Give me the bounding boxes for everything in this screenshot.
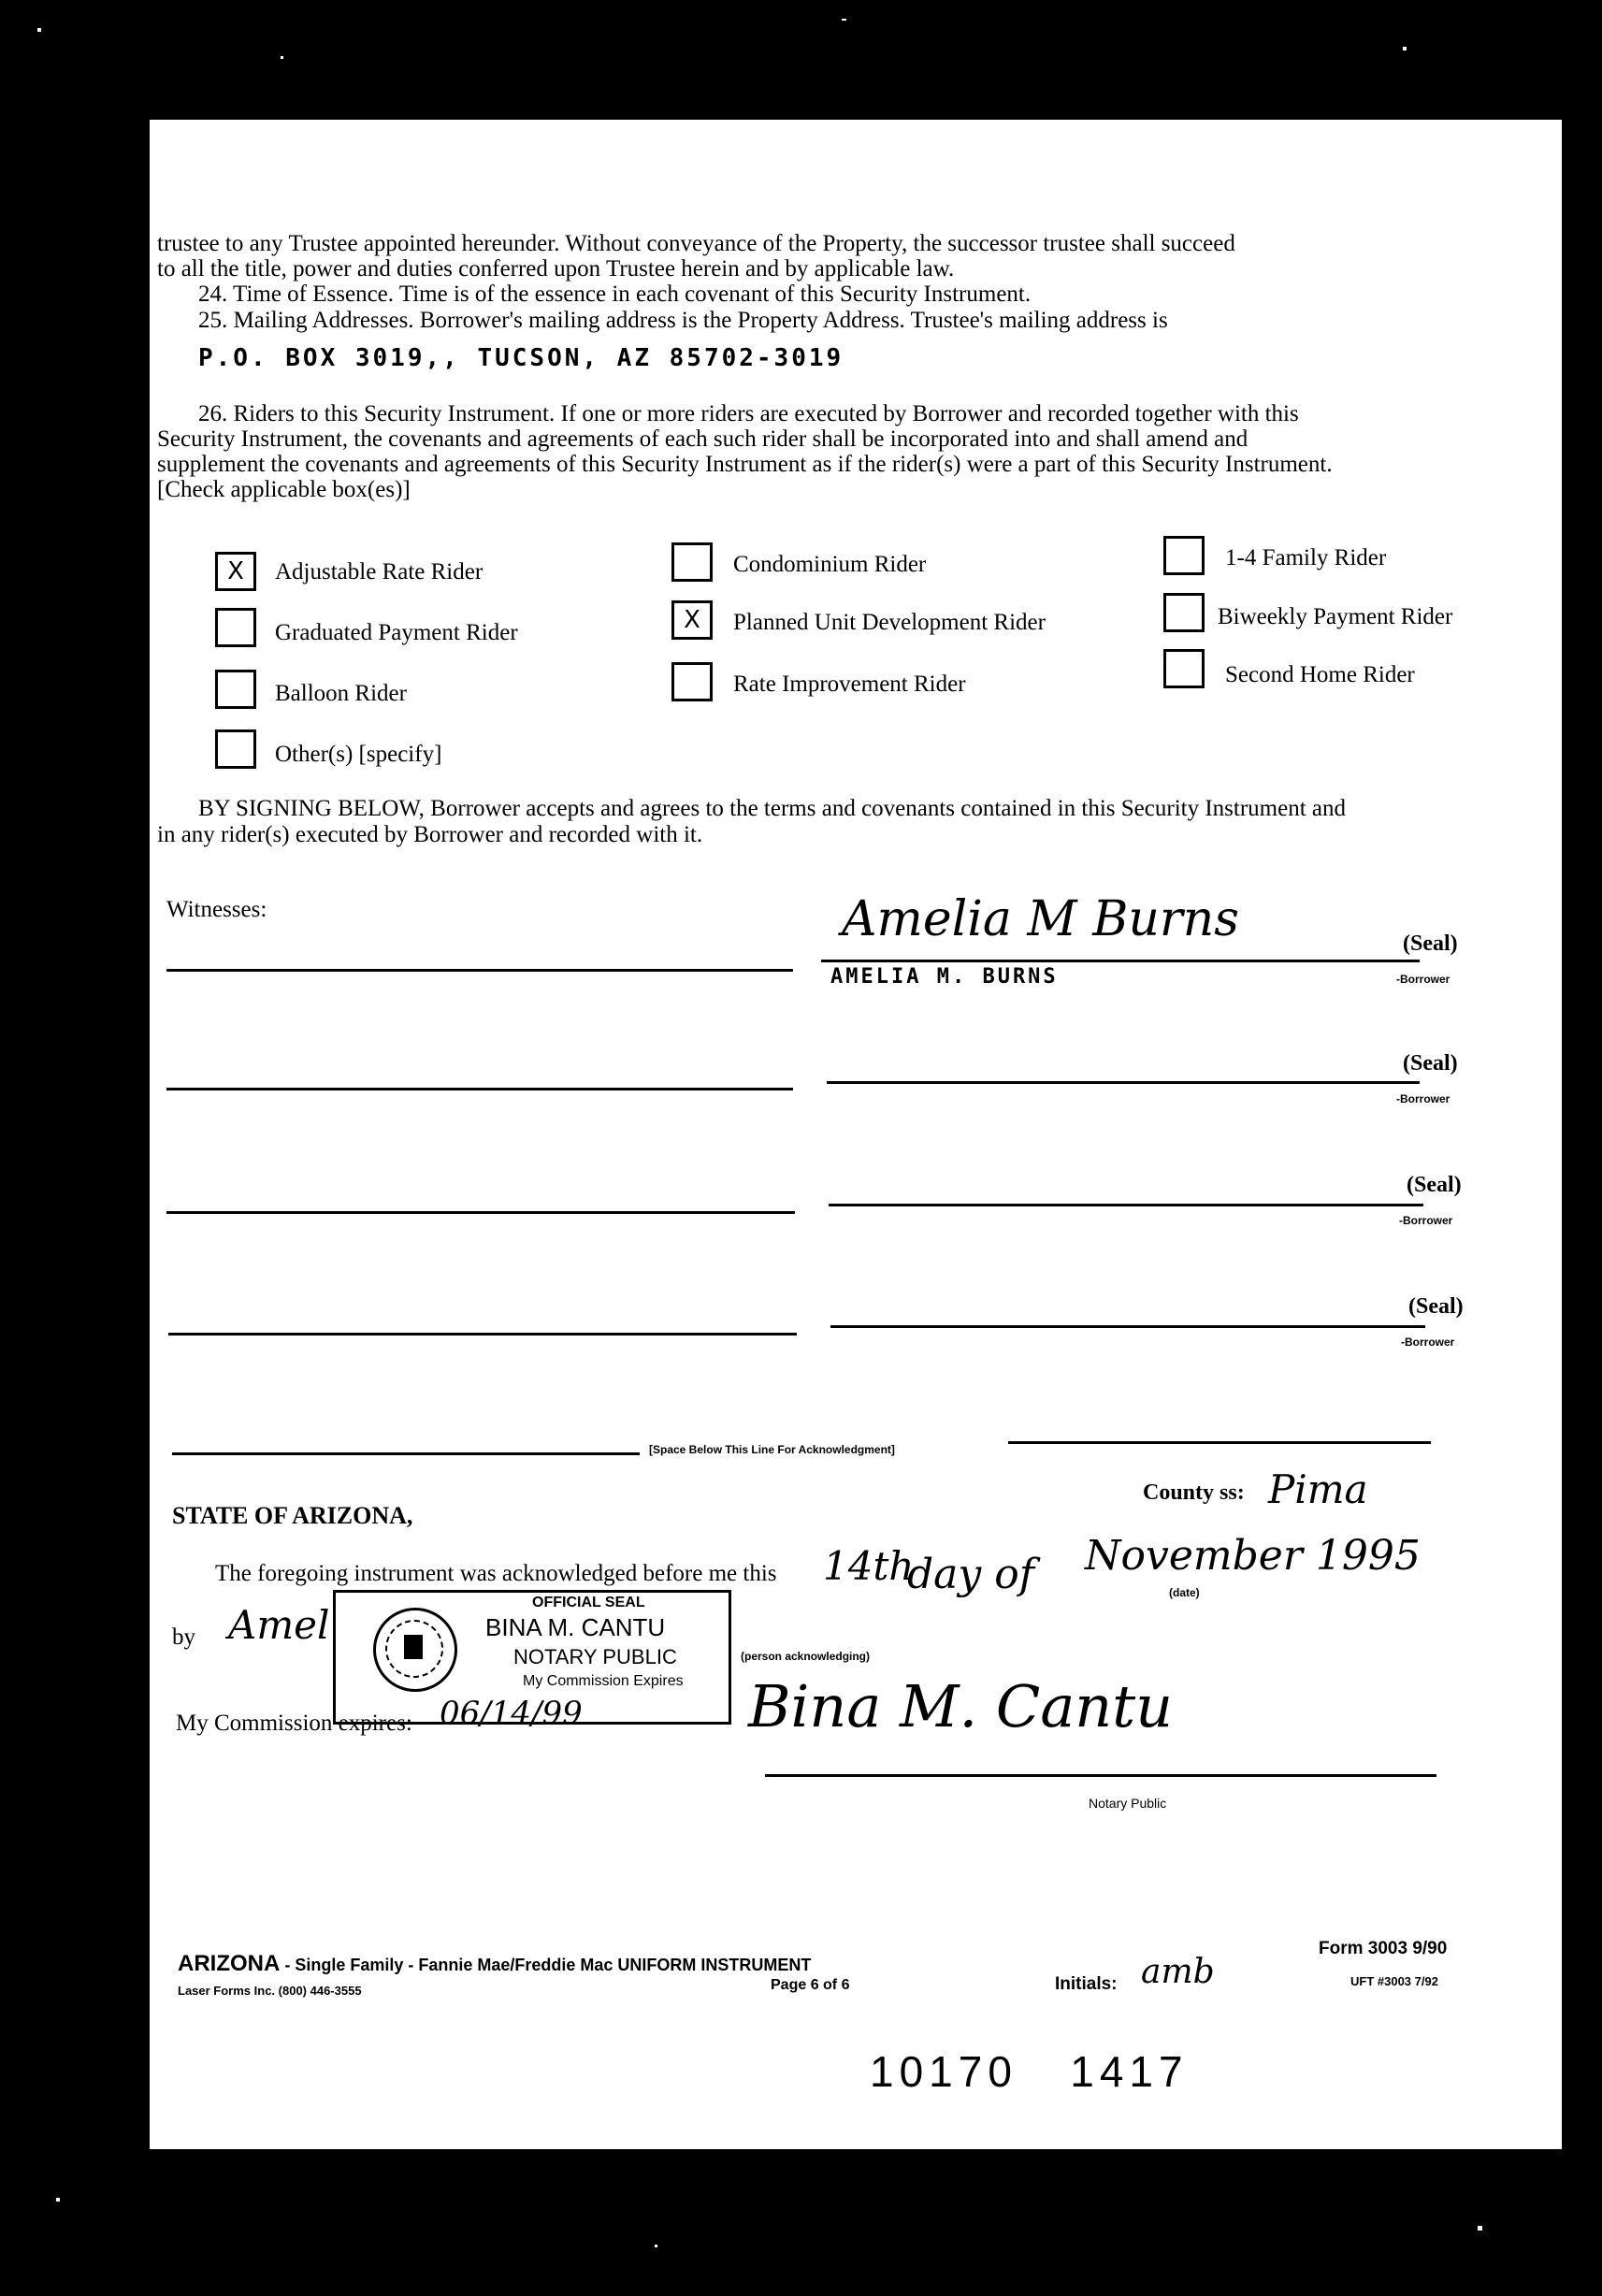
borrower-signature-line-2 <box>827 1081 1420 1084</box>
acknowledgment-divider-label: [Space Below This Line For Acknowledgment] <box>649 1443 895 1456</box>
acknowledgment-day: 14th <box>823 1543 915 1589</box>
ack-divider-left <box>172 1452 640 1455</box>
footer-page-number: Page 6 of 6 <box>771 1977 850 1993</box>
footer-initials-label: Initials: <box>1055 1974 1118 1994</box>
county-label: County ss: <box>1143 1480 1245 1505</box>
rate-improvement-rider-checkbox[interactable] <box>671 662 713 701</box>
borrower-caption-4: -Borrower <box>1401 1336 1455 1349</box>
borrower-signature-line-4 <box>830 1325 1425 1328</box>
planned-unit-development-rider-checkbox[interactable]: X <box>671 600 713 640</box>
item-24-time-of-essence: 24. Time of Essence. Time is of the essence in each covenant of this Security Instrument. <box>198 282 1032 307</box>
person-acknowledging-caption: (person acknowledging) <box>741 1650 871 1663</box>
footer-form-number: Form 3003 9/90 <box>1319 1939 1448 1958</box>
item-26-riders-line-3: supplement the covenants and agreements of this Security Instrument as if the rider(s) were a part of this Security Instrument. <box>157 452 1333 477</box>
borrower-signature: Amelia M Burns <box>842 891 1239 947</box>
witness-line-3 <box>166 1211 795 1214</box>
item-26-riders-line-1: 26. Riders to this Security Instrument. If one or more riders are executed by Borrower and recorded together with this <box>198 401 1299 426</box>
notary-stamp-name: BINA M. CANTU <box>485 1613 666 1641</box>
person-acknowledging-value: Amel <box>228 1602 330 1648</box>
ack-divider-right <box>1008 1441 1431 1444</box>
graduated-payment-rider-checkbox[interactable] <box>215 608 256 647</box>
borrower-caption-1: -Borrower <box>1396 973 1450 986</box>
footer-initials-value: amb <box>1141 1953 1215 1991</box>
witness-line-1 <box>166 969 793 972</box>
document-page <box>150 120 1562 2149</box>
county-value: Pima <box>1268 1466 1368 1512</box>
seal-label-4: (Seal) <box>1408 1294 1464 1319</box>
notary-signature: Bina M. Cantu <box>748 1672 1174 1740</box>
acknowledgment-statement: The foregoing instrument was acknowledged before me this <box>215 1561 777 1586</box>
acknowledgment-day-word: day of <box>907 1551 1035 1598</box>
by-label: by <box>172 1625 195 1650</box>
borrower-caption-2: -Borrower <box>1396 1092 1450 1105</box>
footer-laser-forms: Laser Forms Inc. (800) 446-3555 <box>178 1984 362 1998</box>
adjustable-rate-rider-checkbox[interactable]: X <box>215 552 256 591</box>
witness-line-4 <box>168 1333 797 1336</box>
second-home-rider-checkbox[interactable] <box>1163 649 1205 688</box>
rate-improvement-rider-label: Rate Improvement Rider <box>733 671 966 697</box>
commission-expires-label: My Commission expires: <box>176 1711 412 1736</box>
borrower-signature-line-3 <box>829 1204 1423 1206</box>
notary-public-caption: Notary Public <box>1089 1796 1167 1811</box>
witness-line-2 <box>166 1088 793 1090</box>
date-caption: (date) <box>1169 1586 1200 1599</box>
state-heading: STATE OF ARIZONA, <box>172 1502 413 1529</box>
second-home-rider-label: Second Home Rider <box>1225 662 1415 687</box>
signing-statement-line-2: in any rider(s) executed by Borrower and recorded with it. <box>157 822 703 847</box>
one-to-four-family-rider-label: 1-4 Family Rider <box>1225 545 1387 570</box>
commission-expires-value: 06/14/99 <box>440 1695 583 1732</box>
signing-statement-line-1: BY SIGNING BELOW, Borrower accepts and agrees to the terms and covenants contained in this Security Instrument and <box>198 796 1347 821</box>
one-to-four-family-rider-checkbox[interactable] <box>1163 536 1205 575</box>
acknowledgment-month-year: November 1995 <box>1085 1532 1421 1580</box>
notary-stamp-title: NOTARY PUBLIC <box>513 1645 677 1668</box>
recording-stamp-number: 10170 1417 <box>870 2047 1189 2096</box>
balloon-rider-checkbox[interactable] <box>215 670 256 709</box>
condominium-rider-label: Condominium Rider <box>733 552 927 577</box>
other-rider-label: Other(s) [specify] <box>275 742 442 767</box>
item-26-riders-line-2: Security Instrument, the covenants and agreements of each such rider shall be incorporated into and shall amend and <box>157 426 1248 452</box>
footer-form-title <box>178 1951 811 1977</box>
balloon-rider-label: Balloon Rider <box>275 681 407 706</box>
trustee-mailing-address: P.O. BOX 3019,, TUCSON, AZ 85702-3019 <box>198 344 844 372</box>
check-applicable-boxes: [Check applicable box(es)] <box>157 477 411 502</box>
seal-label-3: (Seal) <box>1407 1173 1462 1197</box>
trustee-paragraph-line-2: to all the title, power and duties conferred upon Trustee herein and by applicable law. <box>157 256 955 282</box>
planned-unit-development-rider-label: Planned Unit Development Rider <box>733 610 1046 635</box>
seal-label-2: (Seal) <box>1403 1051 1458 1076</box>
borrower-caption-3: -Borrower <box>1399 1214 1453 1227</box>
notary-stamp-official-seal: OFFICIAL SEAL <box>532 1595 645 1610</box>
biweekly-payment-rider-checkbox[interactable] <box>1163 593 1205 632</box>
biweekly-payment-rider-label: Biweekly Payment Rider <box>1218 604 1453 629</box>
trustee-paragraph-line-1: trustee to any Trustee appointed hereunder. Without conveyance of the Property, the successor trustee shall succeed <box>157 231 1235 256</box>
borrower-name: AMELIA M. BURNS <box>830 965 1059 989</box>
notary-stamp-expires: My Commission Expires <box>523 1673 684 1689</box>
adjustable-rate-rider-label: Adjustable Rate Rider <box>275 559 483 585</box>
seal-label-1: (Seal) <box>1403 931 1458 956</box>
witnesses-label: Witnesses: <box>166 897 267 922</box>
item-25-mailing-addresses: 25. Mailing Addresses. Borrower's mailing address is the Property Address. Trustee's mailing address is <box>198 308 1168 333</box>
footer-uft-number: UFT #3003 7/92 <box>1350 1974 1438 1988</box>
graduated-payment-rider-label: Graduated Payment Rider <box>275 620 518 645</box>
notary-signature-line <box>765 1774 1436 1777</box>
condominium-rider-checkbox[interactable] <box>671 542 713 582</box>
other-rider-checkbox[interactable] <box>215 729 256 769</box>
footer-state: ARIZONA <box>178 1951 281 1976</box>
footer-description: - Single Family - Fannie Mae/Freddie Mac UNIFORM INSTRUMENT <box>280 1956 812 1974</box>
borrower-signature-line-1 <box>821 960 1420 962</box>
notary-seal-icon <box>373 1608 457 1692</box>
